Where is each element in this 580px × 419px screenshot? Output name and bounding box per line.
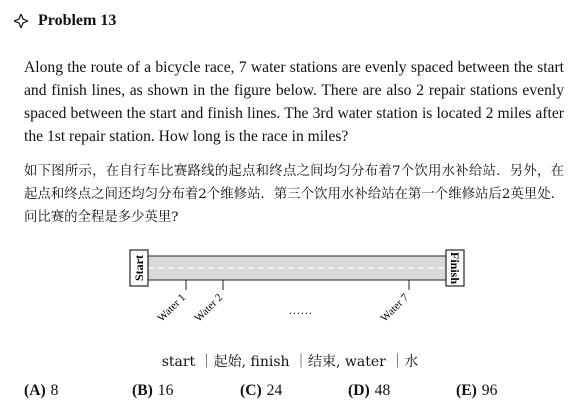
- water-7-label: Water 7: [378, 291, 412, 325]
- choice-d[interactable]: [348, 382, 456, 400]
- choice-e[interactable]: [456, 382, 564, 400]
- choice-value: 96: [481, 382, 498, 399]
- problem-title: Problem 13: [38, 12, 117, 29]
- choice-c[interactable]: [240, 382, 348, 400]
- choice-label: (E): [456, 382, 477, 399]
- start-label: Start: [132, 255, 146, 281]
- choice-value: 16: [157, 382, 174, 399]
- choice-b[interactable]: [132, 382, 240, 400]
- choice-value: 24: [266, 382, 283, 399]
- finish-label: Finish: [448, 251, 462, 285]
- ellipsis: ......: [289, 303, 313, 317]
- race-route-figure: [120, 244, 470, 344]
- choice-label: (D): [348, 382, 370, 399]
- choice-label: (A): [24, 382, 46, 399]
- water-2-label: Water 2: [192, 291, 226, 325]
- legend: start ｜起始, finish ｜结束, water ｜水: [161, 354, 419, 370]
- problem-text-chinese: 如下图所示，在自行车比赛路线的起点和终点之间均匀分布着7个饮用水补给站．另外，在起点和终点之间还均匀分布着2个维修站．第三个饮用水补给站在第一个维修站后2英里处．问比赛的全程是多少英里?: [24, 164, 564, 225]
- choice-value: 8: [50, 382, 59, 399]
- diamond-star-icon: [14, 14, 28, 28]
- water-1-label: Water 1: [155, 291, 189, 325]
- choice-a[interactable]: [24, 382, 132, 400]
- choice-label: (B): [132, 382, 153, 399]
- problem-heading: [14, 12, 116, 30]
- answer-choices: [24, 382, 564, 400]
- choice-value: 48: [374, 382, 391, 399]
- choice-label: (C): [240, 382, 262, 399]
- problem-text-english: Along the route of a bicycle race, 7 water stations are evenly spaced between the start and finish lines, as shown in the figure below. There are also 2 repair stations evenly spaced between the start and finish lines. The 3rd water station is located 2 miles after the 1st repair station. How long is the race in miles?: [24, 59, 564, 145]
